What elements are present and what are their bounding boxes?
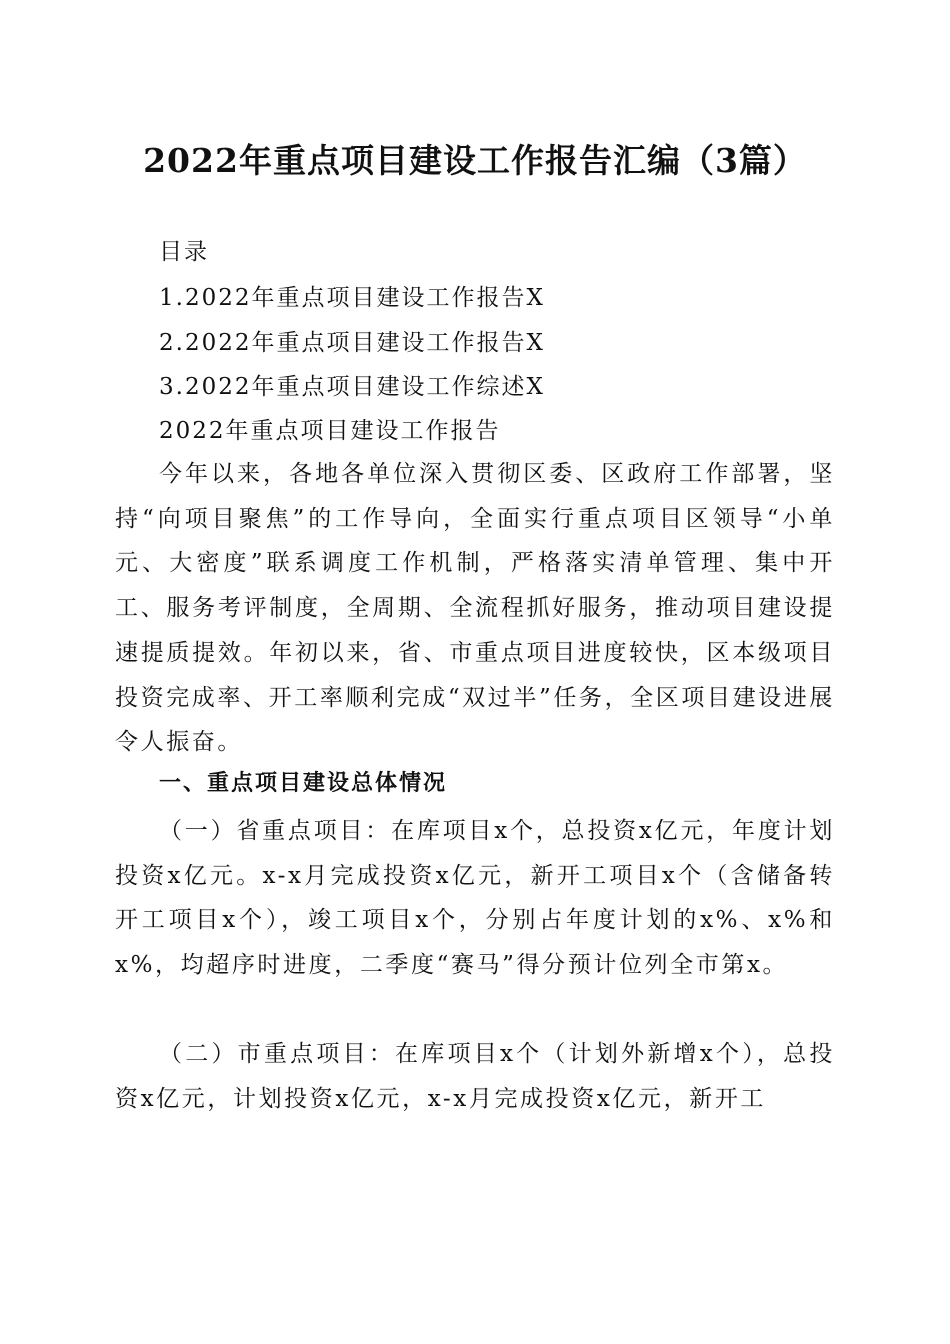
document-title: 2022年重点项目建设工作报告汇编（3篇） (143, 141, 807, 180)
paragraph-provincial-projects: （一）省重点项目：在库项目x个，总投资x亿元，年度计划投资x亿元。x-x月完成投资x亿元，新开工项目x个（含储备转开工项目x个），竣工项目x个，分别占年度计划的x%、x%和x%，均超序时进度，二季度“赛马”得分预计位列全市第x。 (115, 818, 835, 979)
toc-label: 目录 (159, 239, 209, 265)
toc-item-2: 2.2022年重点项目建设工作报告X (159, 330, 545, 356)
heading-overall-situation: 一、重点项目建设总体情况 (159, 771, 448, 796)
paragraph-city-projects: （二）市重点项目：在库项目x个（计划外新增x个），总投资x亿元，计划投资x亿元，x-x月完成投资x亿元，新开工 (115, 1041, 835, 1112)
toc-item-3: 3.2022年重点项目建设工作综述X (159, 374, 545, 400)
intro-paragraph: 今年以来，各地各单位深入贯彻区委、区政府工作部署，坚持“向项目聚焦”的工作导向，全面实行重点项目区领导“小单元、大密度”联系调度工作机制，严格落实清单管理、集中开工、服务考评制度，全周期、全流程抓好服务，推动项目建设提速提质提效。年初以来，省、市重点项目进度较快，区本级项目投资完成率、开工率顺利完成“双过半”任务，全区项目建设进展令人振奋。 (115, 461, 835, 756)
section-title: 2022年重点项目建设工作报告 (159, 418, 501, 444)
toc-item-1: 1.2022年重点项目建设工作报告X (159, 285, 545, 311)
